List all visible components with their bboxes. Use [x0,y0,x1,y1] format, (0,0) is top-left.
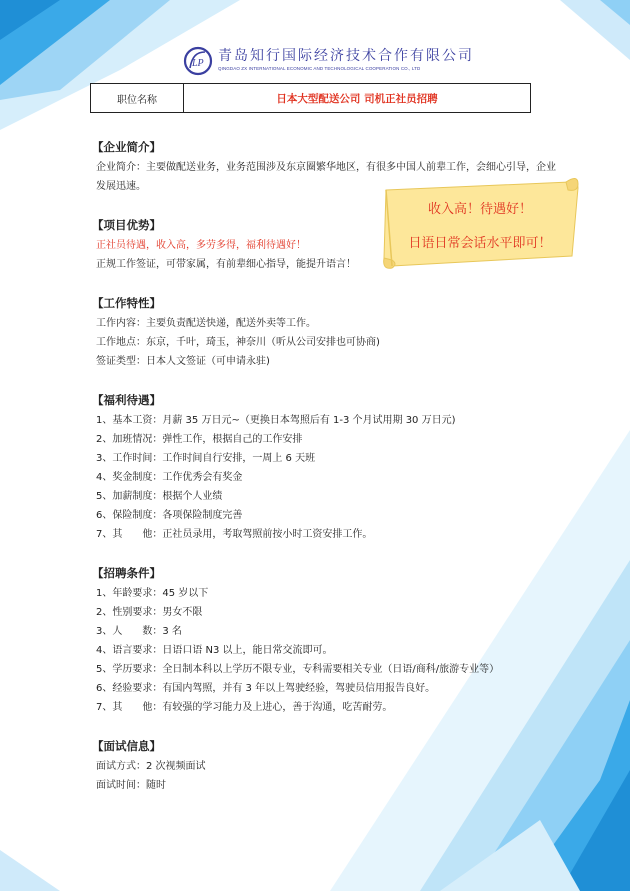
section-title-interview: 【面试信息】 [92,739,161,753]
benefit-line: 5、加薪制度：根据个人业绩 [96,491,223,502]
feature-line: 工作地点：东京，千叶，琦玉，神奈川（听从公司安排也可协商) [96,337,380,348]
requirement-line: 2、性别要求：男女不限 [96,607,203,618]
benefit-line: 6、保险制度：各项保险制度完善 [96,510,243,521]
interview-line: 面试方式：2 次视频面试 [96,761,206,772]
benefit-line: 3、工作时间：工作时间自行安排，一周上 6 天班 [96,453,316,464]
benefit-line: 1、基本工资：月薪 35 万日元~（更换日本驾照后有 1-3 个月试用期 30 万日元) [96,415,456,426]
feature-line: 工作内容：主要负责配送快递，配送外卖等工作。 [96,318,316,329]
requirement-line: 4、语言要求：日语口语 N3 以上，能日常交流即可。 [96,645,333,656]
benefit-line: 7、其 他：正社员录用，考取驾照前按小时工资安排工作。 [96,529,373,540]
highlight-scroll-note [380,172,580,272]
section-interview [92,735,556,795]
section-requirements [92,562,556,717]
section-title-company: 【企业简介】 [92,140,161,154]
interview-line: 面试时间：随时 [96,780,166,791]
highlight-line-2: 日语日常会话水平即可！ [408,236,552,251]
section-benefits [92,389,556,544]
section-features [92,292,556,371]
svg-text:LP: LP [192,58,204,69]
company-header [0,44,630,84]
position-table [90,83,531,113]
section-title-requirements: 【招聘条件】 [92,566,161,580]
highlight-line-1: 收入高！待遇好！ [427,202,532,217]
company-name-en: QINGDAO ZX INTERNATIONAL ECONOMIC AND TECHNOLOGICAL COOPERATION CO., LTD [218,66,421,71]
position-title: 日本大型配送公司 司机正社员招聘 [276,92,438,105]
requirement-line: 6、经验要求：有国内驾照，并有 3 年以上驾驶经验，驾驶员信用报告良好。 [96,683,436,694]
feature-line: 签证类型：日本人文签证（可申请永驻) [96,356,270,367]
scroll-banner-shape [380,172,580,272]
requirement-line: 3、人 数：3 名 [96,626,182,637]
benefit-line: 2、加班情况：弹性工作，根据自己的工作安排 [96,434,303,445]
company-name-cn: 青岛知行国际经济技术合作有限公司 [218,48,474,64]
company-description: 企业简介：主要做配送业务，业务范围涉及东京圈繁华地区，有很多中国人前辈工作，会细心引导，企业发展迅速。 [96,162,556,192]
requirement-line: 1、年龄要求：45 岁以下 [96,588,209,599]
advantage-detail: 正规工作签证，可带家属，有前辈细心指导，能提升语言！ [96,259,356,270]
zx-logo-icon [183,46,213,76]
requirement-line: 7、其 他：有较强的学习能力及上进心，善于沟通，吃苦耐劳。 [96,702,393,713]
section-title-benefits: 【福利待遇】 [92,393,161,407]
advantage-highlight: 正社员待遇，收入高，多劳多得，福利待遇好！ [96,240,306,251]
section-title-features: 【工作特性】 [92,296,161,310]
section-title-advantages: 【项目优势】 [92,218,161,232]
requirement-line: 5、学历要求：全日制本科以上学历不限专业，专科需要相关专业（日语/商科/旅游专业等） [96,664,500,675]
benefit-line: 4、奖金制度：工作优秀会有奖金 [96,472,243,483]
position-label: 职位名称 [91,84,184,112]
